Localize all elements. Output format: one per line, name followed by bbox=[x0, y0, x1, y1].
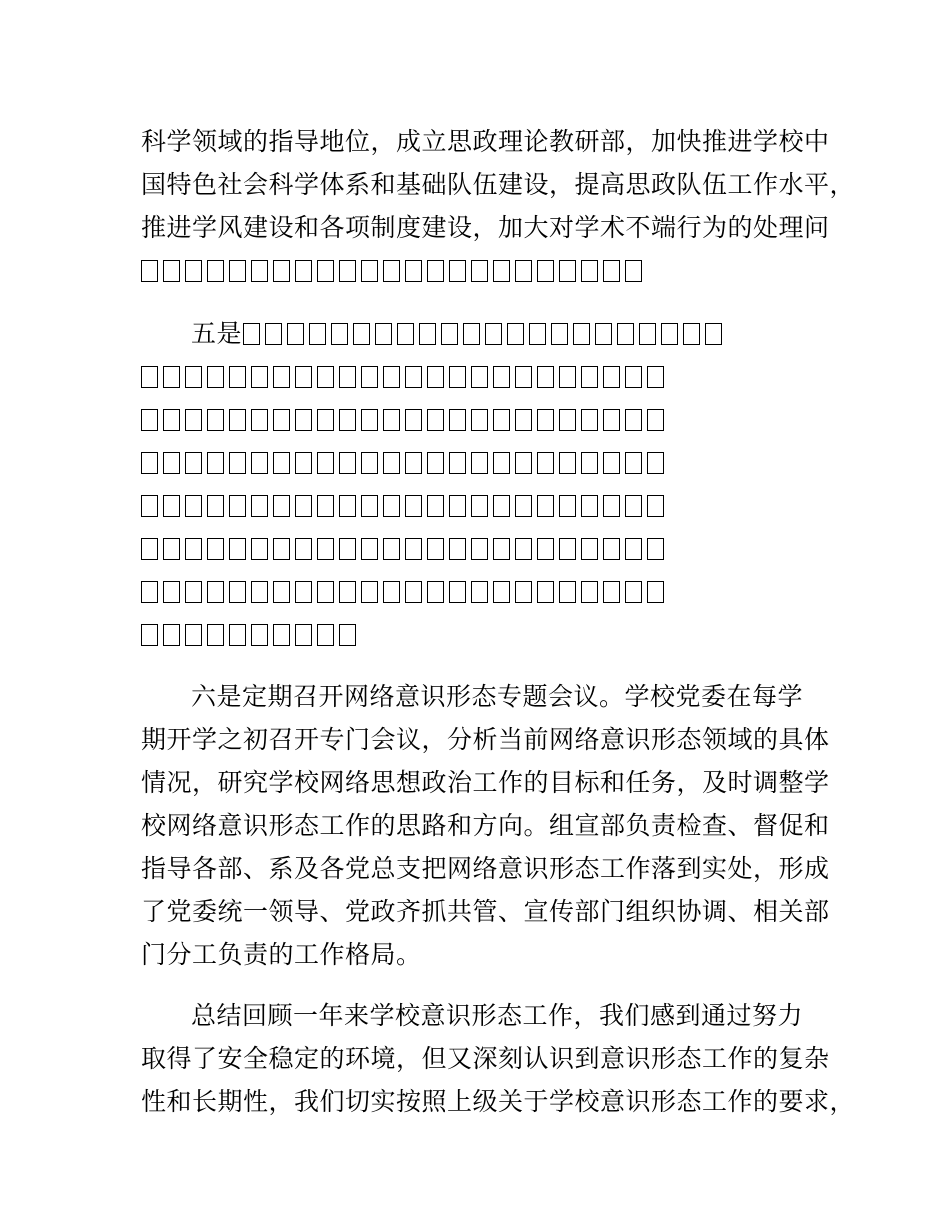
missing-glyph-box bbox=[603, 538, 620, 560]
missing-glyph-box bbox=[705, 323, 722, 345]
missing-glyph-box bbox=[449, 495, 466, 517]
missing-glyph-box bbox=[163, 495, 180, 517]
missing-glyph-box bbox=[295, 366, 312, 388]
missing-glyph-box bbox=[471, 260, 488, 282]
missing-glyph-box bbox=[559, 581, 576, 603]
missing-glyph-row bbox=[141, 491, 664, 521]
missing-glyph-box bbox=[559, 452, 576, 474]
missing-glyph-box bbox=[251, 366, 268, 388]
missing-glyph-box bbox=[449, 452, 466, 474]
missing-glyph-box bbox=[603, 366, 620, 388]
missing-glyph-box bbox=[339, 538, 356, 560]
missing-glyph-box bbox=[317, 624, 334, 646]
missing-glyph-box bbox=[361, 409, 378, 431]
missing-glyph-box bbox=[603, 495, 620, 517]
missing-glyph-box bbox=[515, 538, 532, 560]
missing-glyph-box bbox=[229, 452, 246, 474]
missing-glyph-box bbox=[383, 581, 400, 603]
missing-glyph-box bbox=[229, 409, 246, 431]
missing-glyph-box bbox=[647, 366, 664, 388]
missing-glyph-box bbox=[229, 495, 246, 517]
paragraph-line: 总结回顾一年来学校意识形态工作，我们感到通过努力 bbox=[191, 1001, 804, 1030]
missing-glyph-box bbox=[251, 538, 268, 560]
missing-glyph-box bbox=[405, 409, 422, 431]
missing-glyph-box bbox=[251, 495, 268, 517]
missing-glyph-box bbox=[207, 538, 224, 560]
missing-glyph-box bbox=[207, 260, 224, 282]
missing-glyph-box bbox=[493, 452, 510, 474]
missing-glyph-box bbox=[317, 409, 334, 431]
missing-glyph-box bbox=[185, 538, 202, 560]
missing-glyph-box bbox=[515, 581, 532, 603]
missing-glyph-box bbox=[647, 538, 664, 560]
paragraph-line: 门分工负责的工作格局。 bbox=[141, 940, 422, 969]
missing-glyph-box bbox=[537, 495, 554, 517]
missing-glyph-box bbox=[207, 495, 224, 517]
missing-glyph-box bbox=[361, 495, 378, 517]
missing-glyph-box bbox=[163, 366, 180, 388]
missing-glyph-box bbox=[273, 581, 290, 603]
missing-glyph-box bbox=[317, 538, 334, 560]
missing-glyph-box bbox=[449, 366, 466, 388]
missing-glyph-box bbox=[427, 260, 444, 282]
missing-glyph-box bbox=[185, 366, 202, 388]
missing-glyph-box bbox=[559, 260, 576, 282]
missing-glyph-box bbox=[229, 260, 246, 282]
missing-glyph-row bbox=[141, 405, 664, 435]
missing-glyph-box bbox=[339, 260, 356, 282]
missing-glyph-box bbox=[515, 495, 532, 517]
missing-glyph-box bbox=[625, 495, 642, 517]
missing-glyph-row bbox=[141, 362, 664, 392]
missing-glyph-box bbox=[559, 409, 576, 431]
missing-glyph-box bbox=[339, 495, 356, 517]
missing-glyph-box bbox=[295, 624, 312, 646]
missing-glyph-box bbox=[683, 323, 700, 345]
missing-glyph-box bbox=[485, 323, 502, 345]
missing-glyph-box bbox=[647, 452, 664, 474]
missing-glyph-box bbox=[537, 260, 554, 282]
missing-glyph-box bbox=[397, 323, 414, 345]
missing-glyph-box bbox=[163, 538, 180, 560]
missing-glyph-box bbox=[295, 581, 312, 603]
missing-glyph-box bbox=[361, 366, 378, 388]
missing-glyph-box bbox=[625, 452, 642, 474]
missing-glyph-box bbox=[405, 495, 422, 517]
missing-glyph-box bbox=[559, 495, 576, 517]
missing-glyph-box bbox=[317, 581, 334, 603]
missing-glyph-box bbox=[625, 409, 642, 431]
paragraph-line: 推进学风建设和各项制度建设，加大对学术不端行为的处理问 bbox=[141, 213, 830, 242]
missing-glyph-box bbox=[529, 323, 546, 345]
missing-glyph-box bbox=[295, 538, 312, 560]
missing-glyph-box bbox=[339, 452, 356, 474]
missing-glyph-box bbox=[581, 409, 598, 431]
missing-glyph-box bbox=[515, 452, 532, 474]
missing-glyph-box bbox=[141, 581, 158, 603]
missing-glyph-box bbox=[273, 366, 290, 388]
missing-glyph-box bbox=[515, 260, 532, 282]
paragraph-line: 科学领域的指导地位，成立思政理论教研部，加快推进学校中 bbox=[141, 127, 830, 156]
missing-glyph-row bbox=[141, 534, 664, 564]
missing-glyph-box bbox=[185, 409, 202, 431]
missing-glyph-box bbox=[287, 323, 304, 345]
missing-glyph-box bbox=[559, 538, 576, 560]
missing-glyph-box bbox=[449, 409, 466, 431]
missing-glyph-box bbox=[251, 581, 268, 603]
missing-glyph-box bbox=[361, 538, 378, 560]
missing-glyph-box bbox=[229, 538, 246, 560]
missing-glyph-box bbox=[265, 323, 282, 345]
missing-glyph-box bbox=[581, 581, 598, 603]
missing-glyph-box bbox=[603, 260, 620, 282]
missing-glyph-box bbox=[185, 495, 202, 517]
missing-glyph-box bbox=[339, 581, 356, 603]
missing-glyph-box bbox=[537, 538, 554, 560]
missing-glyph-box bbox=[383, 452, 400, 474]
missing-glyph-box bbox=[493, 409, 510, 431]
missing-glyph-box bbox=[537, 452, 554, 474]
missing-glyph-box bbox=[361, 581, 378, 603]
missing-glyph-row bbox=[141, 577, 664, 607]
missing-glyph-box bbox=[427, 452, 444, 474]
missing-glyph-box bbox=[295, 452, 312, 474]
missing-glyph-box bbox=[617, 323, 634, 345]
missing-glyph-box bbox=[361, 260, 378, 282]
missing-glyph-box bbox=[647, 409, 664, 431]
missing-glyph-box bbox=[141, 366, 158, 388]
missing-glyph-box bbox=[375, 323, 392, 345]
missing-glyph-box bbox=[243, 323, 260, 345]
missing-glyph-box bbox=[581, 495, 598, 517]
missing-glyph-box bbox=[229, 581, 246, 603]
missing-glyph-box bbox=[581, 260, 598, 282]
missing-glyph-box bbox=[317, 495, 334, 517]
missing-glyph-box bbox=[427, 366, 444, 388]
missing-glyph-box bbox=[383, 409, 400, 431]
missing-glyph-box bbox=[551, 323, 568, 345]
missing-glyph-box bbox=[405, 581, 422, 603]
missing-glyph-box bbox=[163, 581, 180, 603]
missing-glyph-box bbox=[141, 260, 158, 282]
paragraph-line: 了党委统一领导、党政齐抓共管、宣传部门组织协调、相关部 bbox=[141, 897, 830, 926]
paragraph-line: 期开学之初召开专门会议，分析当前网络意识形态领域的具体 bbox=[141, 725, 830, 754]
missing-glyph-box bbox=[273, 452, 290, 474]
missing-glyph-box bbox=[507, 323, 524, 345]
paragraph-line: 六是定期召开网络意识形态专题会议。学校党委在每学 bbox=[191, 682, 804, 711]
missing-glyph-box bbox=[207, 624, 224, 646]
missing-glyph-box bbox=[251, 409, 268, 431]
missing-glyph-box bbox=[603, 409, 620, 431]
missing-glyph-box bbox=[383, 366, 400, 388]
missing-glyph-box bbox=[471, 538, 488, 560]
missing-glyph-box bbox=[383, 260, 400, 282]
missing-glyph-box bbox=[331, 323, 348, 345]
missing-glyph-box bbox=[581, 452, 598, 474]
missing-glyph-box bbox=[185, 260, 202, 282]
missing-glyph-box bbox=[295, 409, 312, 431]
missing-glyph-box bbox=[449, 538, 466, 560]
missing-glyph-box bbox=[625, 538, 642, 560]
missing-glyph-box bbox=[383, 538, 400, 560]
missing-glyph-box bbox=[493, 581, 510, 603]
missing-glyph-box bbox=[427, 538, 444, 560]
missing-glyph-box bbox=[581, 538, 598, 560]
missing-glyph-box bbox=[449, 260, 466, 282]
missing-glyph-box bbox=[493, 495, 510, 517]
missing-glyph-box bbox=[207, 409, 224, 431]
missing-glyph-box bbox=[405, 366, 422, 388]
missing-glyph-box bbox=[141, 452, 158, 474]
missing-glyph-box bbox=[273, 624, 290, 646]
missing-glyph-box bbox=[471, 409, 488, 431]
missing-glyph-box bbox=[603, 581, 620, 603]
missing-glyph-box bbox=[471, 495, 488, 517]
missing-glyph-box bbox=[427, 409, 444, 431]
missing-glyph-box bbox=[515, 366, 532, 388]
missing-glyph-row bbox=[243, 319, 722, 349]
missing-glyph-box bbox=[251, 624, 268, 646]
missing-glyph-box bbox=[493, 538, 510, 560]
missing-glyph-box bbox=[339, 624, 356, 646]
missing-glyph-box bbox=[141, 409, 158, 431]
missing-glyph-box bbox=[449, 581, 466, 603]
missing-glyph-box bbox=[405, 538, 422, 560]
missing-glyph-box bbox=[185, 452, 202, 474]
missing-glyph-row bbox=[141, 620, 356, 650]
missing-glyph-box bbox=[339, 366, 356, 388]
missing-glyph-box bbox=[163, 409, 180, 431]
missing-glyph-box bbox=[625, 581, 642, 603]
missing-glyph-box bbox=[405, 452, 422, 474]
missing-glyph-box bbox=[537, 366, 554, 388]
missing-glyph-box bbox=[573, 323, 590, 345]
missing-glyph-row bbox=[141, 256, 642, 286]
missing-glyph-box bbox=[515, 409, 532, 431]
missing-glyph-box bbox=[383, 495, 400, 517]
paragraph-line: 校网络意识形态工作的思路和方向。组宣部负责检查、督促和 bbox=[141, 811, 830, 840]
missing-glyph-box bbox=[463, 323, 480, 345]
missing-glyph-box bbox=[559, 366, 576, 388]
missing-glyph-box bbox=[603, 452, 620, 474]
missing-glyph-box bbox=[317, 260, 334, 282]
missing-glyph-box bbox=[471, 366, 488, 388]
missing-glyph-box bbox=[273, 409, 290, 431]
missing-glyph-box bbox=[251, 260, 268, 282]
missing-glyph-box bbox=[647, 495, 664, 517]
missing-glyph-box bbox=[317, 452, 334, 474]
missing-glyph-box bbox=[295, 260, 312, 282]
missing-glyph-box bbox=[229, 366, 246, 388]
missing-glyph-box bbox=[229, 624, 246, 646]
missing-glyph-box bbox=[273, 538, 290, 560]
missing-glyph-box bbox=[581, 366, 598, 388]
paragraph-line: 情况，研究学校网络思想政治工作的目标和任务，及时调整学 bbox=[141, 768, 830, 797]
missing-glyph-box bbox=[361, 452, 378, 474]
missing-glyph-box bbox=[647, 581, 664, 603]
missing-glyph-box bbox=[295, 495, 312, 517]
paragraph-line: 国特色社会科学体系和基础队伍建设，提高思政队伍工作水平， bbox=[141, 170, 856, 199]
missing-glyph-box bbox=[661, 323, 678, 345]
missing-glyph-box bbox=[537, 409, 554, 431]
missing-glyph-box bbox=[471, 452, 488, 474]
missing-glyph-box bbox=[625, 366, 642, 388]
missing-glyph-box bbox=[625, 260, 642, 282]
missing-glyph-row bbox=[141, 448, 664, 478]
missing-glyph-box bbox=[405, 260, 422, 282]
missing-glyph-box bbox=[251, 452, 268, 474]
missing-glyph-box bbox=[493, 366, 510, 388]
missing-glyph-box bbox=[207, 581, 224, 603]
missing-glyph-box bbox=[141, 495, 158, 517]
missing-glyph-box bbox=[317, 366, 334, 388]
missing-glyph-box bbox=[207, 452, 224, 474]
missing-glyph-box bbox=[163, 452, 180, 474]
missing-glyph-box bbox=[471, 581, 488, 603]
missing-glyph-box bbox=[185, 581, 202, 603]
missing-glyph-box bbox=[273, 260, 290, 282]
missing-glyph-box bbox=[185, 624, 202, 646]
paragraph-line: 性和长期性，我们切实按照上级关于学校意识形态工作的要求， bbox=[141, 1087, 856, 1116]
missing-glyph-box bbox=[273, 495, 290, 517]
paragraph-line: 指导各部、系及各党总支把网络意识形态工作落到实处，形成 bbox=[141, 854, 830, 883]
missing-glyph-box bbox=[595, 323, 612, 345]
missing-glyph-box bbox=[339, 409, 356, 431]
missing-glyph-box bbox=[441, 323, 458, 345]
missing-glyph-box bbox=[141, 624, 158, 646]
missing-glyph-box bbox=[537, 581, 554, 603]
missing-glyph-box bbox=[639, 323, 656, 345]
missing-glyph-box bbox=[427, 581, 444, 603]
missing-glyph-box bbox=[353, 323, 370, 345]
paragraph-lead: 五是 bbox=[191, 319, 243, 348]
missing-glyph-box bbox=[427, 495, 444, 517]
missing-glyph-box bbox=[163, 260, 180, 282]
paragraph-line: 取得了安全稳定的环境，但又深刻认识到意识形态工作的复杂 bbox=[141, 1044, 830, 1073]
missing-glyph-box bbox=[419, 323, 436, 345]
missing-glyph-box bbox=[141, 538, 158, 560]
missing-glyph-box bbox=[309, 323, 326, 345]
missing-glyph-box bbox=[493, 260, 510, 282]
missing-glyph-box bbox=[207, 366, 224, 388]
missing-glyph-box bbox=[163, 624, 180, 646]
